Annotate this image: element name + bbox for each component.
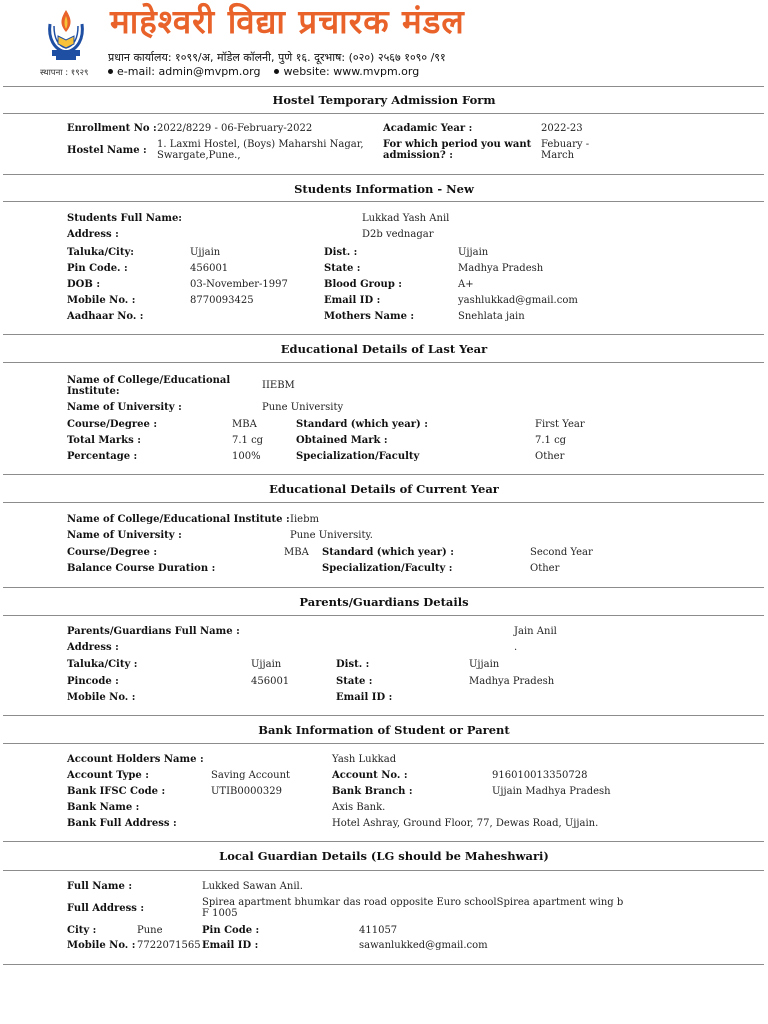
bank-name-value: Axis Bank. <box>332 802 386 813</box>
divider <box>3 334 764 335</box>
student-dob-value: 03-November-1997 <box>190 279 288 290</box>
bank-name-label: Bank Name : <box>67 802 140 813</box>
parent-name-value: Jain Anil <box>514 626 557 637</box>
letterhead <box>0 0 768 86</box>
bank-ifsc-value: UTIB0000329 <box>211 786 282 797</box>
cy-standard-label: Standard (which year) : <box>322 547 454 558</box>
student-blood-label: Blood Group : <box>324 279 402 290</box>
bank-section-title: Bank Information of Student or Parent <box>258 723 510 737</box>
guardian-section-title: Local Guardian Details (LG should be Maheshwari) <box>219 849 549 863</box>
student-dist-value: Ujjain <box>458 247 489 258</box>
ly-course-label: Course/Degree : <box>67 419 158 430</box>
lg-email-label: Email ID : <box>202 940 259 951</box>
divider <box>3 86 764 87</box>
period-label: For which period you want admission? : <box>383 139 532 161</box>
ly-university-value: Pune University <box>262 402 344 413</box>
cy-college-label: Name of College/Educational Institute : <box>67 514 290 525</box>
bullet-icon <box>274 69 279 74</box>
ly-spec-label: Specialization/Faculty <box>296 451 420 462</box>
lg-pin-label: Pin Code : <box>202 925 260 936</box>
student-state-label: State : <box>324 263 361 274</box>
hostel-value: 1. Laxmi Hostel, (Boys) Maharshi Nagar, Swargate,Pune., <box>157 139 364 161</box>
bank-ifsc-label: Bank IFSC Code : <box>67 786 166 797</box>
cy-balance-label: Balance Course Duration : <box>67 563 216 574</box>
form-title: Hostel Temporary Admission Form <box>272 93 496 107</box>
parent-dist-value: Ujjain <box>469 659 500 670</box>
enrollment-label: Enrollment No : <box>67 123 157 134</box>
divider <box>3 502 764 503</box>
cy-course-label: Course/Degree : <box>67 547 158 558</box>
bank-acno-label: Account No. : <box>332 770 408 781</box>
cy-university-label: Name of University : <box>67 530 182 541</box>
parent-dist-label: Dist. : <box>336 659 370 670</box>
student-mother-label: Mothers Name : <box>324 311 415 322</box>
lg-pin-value: 411057 <box>359 925 398 936</box>
bank-type-label: Account Type : <box>67 770 149 781</box>
student-section-title: Students Information - New <box>294 182 474 196</box>
divider <box>3 474 764 475</box>
divider <box>3 201 764 202</box>
organization-name: माहेश्वरी विद्या प्रचारक मंडल <box>110 2 465 41</box>
ly-obtained-label: Obtained Mark : <box>296 435 388 446</box>
founded-year: स्थापना : १९२९ <box>40 68 89 78</box>
divider <box>3 743 764 744</box>
ly-total-label: Total Marks : <box>67 435 141 446</box>
student-name-label: Students Full Name: <box>67 213 182 224</box>
bank-holder-label: Account Holders Name : <box>67 754 204 765</box>
student-name-value: Lukkad Yash Anil <box>362 213 450 224</box>
lg-name-label: Full Name : <box>67 881 133 892</box>
hostel-label: Hostel Name : <box>67 145 147 156</box>
contact-line <box>108 65 419 78</box>
student-mobile-value: 8770093425 <box>190 295 254 306</box>
ly-percentage-label: Percentage : <box>67 451 138 462</box>
bank-holder-value: Yash Lukkad <box>332 754 397 765</box>
period-value: Febuary - March <box>541 139 590 161</box>
academic-year-label: Acadamic Year : <box>383 123 473 134</box>
student-email-label: Email ID : <box>324 295 381 306</box>
student-address-value: D2b vednagar <box>362 229 434 240</box>
parent-name-label: Parents/Guardians Full Name : <box>67 626 240 637</box>
divider <box>3 964 764 965</box>
divider <box>3 587 764 588</box>
parent-state-label: State : <box>336 676 373 687</box>
cy-spec-value: Other <box>530 563 560 574</box>
student-aadhaar-label: Aadhaar No. : <box>67 311 144 322</box>
academic-year-value: 2022-23 <box>541 123 583 134</box>
parent-address-label: Address : <box>67 642 119 653</box>
cy-standard-value: Second Year <box>530 547 593 558</box>
student-blood-value: A+ <box>458 279 474 290</box>
cy-university-value: Pune University. <box>290 530 373 541</box>
lg-mobile-label: Mobile No. : <box>67 940 136 951</box>
parent-address-value: . <box>514 642 518 653</box>
bank-branch-label: Bank Branch : <box>332 786 413 797</box>
student-dist-label: Dist. : <box>324 247 358 258</box>
divider <box>3 841 764 842</box>
bank-type-value: Saving Account <box>211 770 291 781</box>
last-year-section-title: Educational Details of Last Year <box>280 342 488 356</box>
lg-email-value: sawanlukked@gmail.com <box>359 940 488 951</box>
student-pin-value: 456001 <box>190 263 229 274</box>
ly-college-label: Name of College/Educational Institute: <box>67 375 231 397</box>
parent-pin-label: Pincode : <box>67 676 119 687</box>
ly-spec-value: Other <box>535 451 565 462</box>
student-taluka-label: Taluka/City: <box>67 247 134 258</box>
lg-city-label: City : <box>67 925 97 936</box>
student-mobile-label: Mobile No. : <box>67 295 136 306</box>
cy-college-value: Iiebm <box>290 514 319 525</box>
parent-taluka-value: Ujjain <box>251 659 282 670</box>
ly-course-value: MBA <box>232 419 257 430</box>
ly-obtained-value: 7.1 cg <box>535 435 567 446</box>
cy-course-value: MBA <box>284 547 309 558</box>
parent-email-label: Email ID : <box>336 692 393 703</box>
ly-standard-value: First Year <box>535 419 585 430</box>
ly-total-value: 7.1 cg <box>232 435 264 446</box>
ly-standard-label: Standard (which year) : <box>296 419 428 430</box>
ly-percentage-value: 100% <box>232 451 261 462</box>
lg-name-value: Lukked Sawan Anil. <box>202 881 303 892</box>
divider <box>3 870 764 871</box>
bank-full-value: Hotel Ashray, Ground Floor, 77, Dewas Road, Ujjain. <box>332 818 599 829</box>
lg-address-label: Full Address : <box>67 903 145 914</box>
org-website: website: www.mvpm.org <box>283 65 420 78</box>
student-address-label: Address : <box>67 229 119 240</box>
bank-acno-value: 916010013350728 <box>492 770 588 781</box>
current-year-section-title: Educational Details of Current Year <box>269 482 499 496</box>
mvpm-emblem-icon <box>40 6 92 64</box>
lg-city-value: Pune <box>137 925 163 936</box>
ly-university-label: Name of University : <box>67 402 182 413</box>
bullet-icon <box>108 69 113 74</box>
student-email-value: yashlukkad@gmail.com <box>458 295 578 306</box>
divider <box>3 174 764 175</box>
parent-mobile-label: Mobile No. : <box>67 692 136 703</box>
lg-address-value: Spirea apartment bhumkar das road opposite Euro schoolSpirea apartment wing b F 1005 <box>202 897 624 919</box>
student-pin-label: Pin Code. : <box>67 263 128 274</box>
student-taluka-value: Ujjain <box>190 247 221 258</box>
parents-section-title: Parents/Guardians Details <box>299 595 469 609</box>
ly-college-value: IIEBM <box>262 380 295 391</box>
bank-full-label: Bank Full Address : <box>67 818 177 829</box>
parent-pin-value: 456001 <box>251 676 290 687</box>
cy-spec-label: Specialization/Faculty : <box>322 563 453 574</box>
bank-branch-value: Ujjain Madhya Pradesh <box>492 786 611 797</box>
enrollment-value: 2022/8229 - 06-February-2022 <box>157 123 313 134</box>
divider <box>3 715 764 716</box>
lg-mobile-value: 7722071565 <box>137 940 201 951</box>
parent-state-value: Madhya Pradesh <box>469 676 555 687</box>
divider <box>3 615 764 616</box>
head-office-address: प्रधान कार्यालय: १०९९/अ, मॉडेल कॉलनी, पुणे १६. दूरभाष: (०२०) २५६७ १०९० /९१ <box>108 51 446 64</box>
student-dob-label: DOB : <box>67 279 101 290</box>
student-mother-value: Snehlata jain <box>458 311 525 322</box>
parent-taluka-label: Taluka/City : <box>67 659 138 670</box>
divider <box>3 113 764 114</box>
student-state-value: Madhya Pradesh <box>458 263 544 274</box>
org-email: e-mail: admin@mvpm.org <box>117 65 261 78</box>
divider <box>3 362 764 363</box>
